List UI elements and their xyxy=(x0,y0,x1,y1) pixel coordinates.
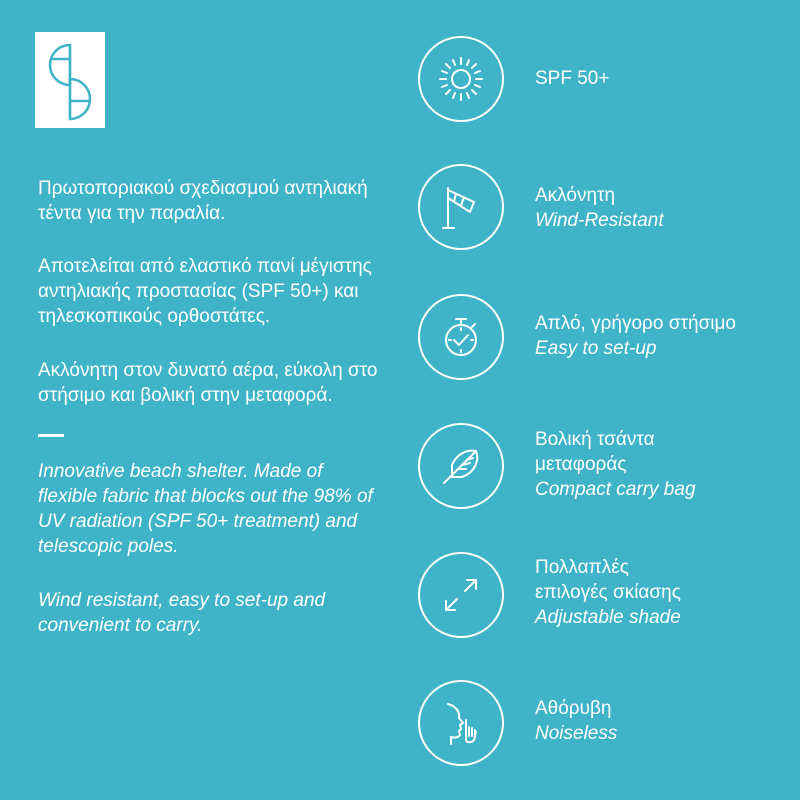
feature-label-en: Adjustable shade xyxy=(535,607,681,628)
description-en-paragraph: Wind resistant, easy to set-up and convenient to carry. xyxy=(38,590,326,636)
feature-icon-circle xyxy=(418,36,504,122)
feature-carry-bag xyxy=(418,423,798,513)
brand-logo xyxy=(35,32,105,128)
quiet-face-icon xyxy=(434,696,488,750)
windsock-icon xyxy=(434,180,488,234)
feature-text xyxy=(535,696,617,746)
feature-label-gr: μεταφοράς xyxy=(535,454,627,475)
feather-icon xyxy=(434,439,488,493)
sun-icon xyxy=(434,52,488,106)
feature-easy-setup xyxy=(418,294,798,384)
feature-label-gr: επιλογές σκίασης xyxy=(535,582,681,603)
feature-label-gr: Αθόρυβη xyxy=(535,698,612,719)
feature-text xyxy=(535,311,736,361)
description-gr-paragraph: Αποτελείται από ελαστικό πανί μέγιστης αντηλιακής προστασίας (SPF 50+) και τηλεσκοπικούς ορθοστάτες. xyxy=(38,256,372,327)
feature-label-gr: Ακλόνητη xyxy=(535,185,616,206)
feature-icon-circle xyxy=(418,680,504,766)
divider-dash xyxy=(38,434,64,437)
feature-noiseless xyxy=(418,680,798,770)
feature-text xyxy=(535,66,609,91)
description-gr-paragraph: Πρωτοποριακού σχεδιασμού αντηλιακή τέντα για την παραλία. xyxy=(38,178,368,224)
feature-label-gr: Βολική τσάντα xyxy=(535,429,655,450)
description-gr-paragraph: Ακλόνητη στον δυνατό αέρα, εύκολη στο στήσιμο και βολική στην μεταφορά. xyxy=(38,360,378,406)
feature-label-gr: Απλό, γρήγορο στήσιμο xyxy=(535,313,736,334)
feature-icon-circle xyxy=(418,294,504,380)
feature-adjustable-shade xyxy=(418,552,798,642)
feature-label-en: Compact carry bag xyxy=(535,479,696,500)
feature-text xyxy=(535,555,681,630)
feature-spf xyxy=(418,36,798,126)
feature-label-en: Wind-Resistant xyxy=(535,210,664,231)
feature-icon-circle xyxy=(418,552,504,638)
feature-icon-circle xyxy=(418,164,504,250)
description-column xyxy=(38,176,383,638)
feature-label-gr: Πολλαπλές xyxy=(535,557,629,578)
feature-text xyxy=(535,183,664,233)
feature-label-en: Noiseless xyxy=(535,723,618,744)
feature-wind-resistant xyxy=(418,164,798,254)
feature-label-en: Easy to set-up xyxy=(535,338,657,359)
feature-text xyxy=(535,427,696,502)
feature-icon-circle xyxy=(418,423,504,509)
stopwatch-icon xyxy=(434,310,488,364)
s-monogram-logo-icon xyxy=(41,39,99,121)
description-en-paragraph: Innovative beach shelter. Made of flexible fabric that blocks out the 98% of UV radiation (SPF 50+ treatment) and telescopic poles. xyxy=(38,461,373,557)
feature-label-gr: SPF 50+ xyxy=(535,68,610,89)
expand-arrows-icon xyxy=(434,568,488,622)
